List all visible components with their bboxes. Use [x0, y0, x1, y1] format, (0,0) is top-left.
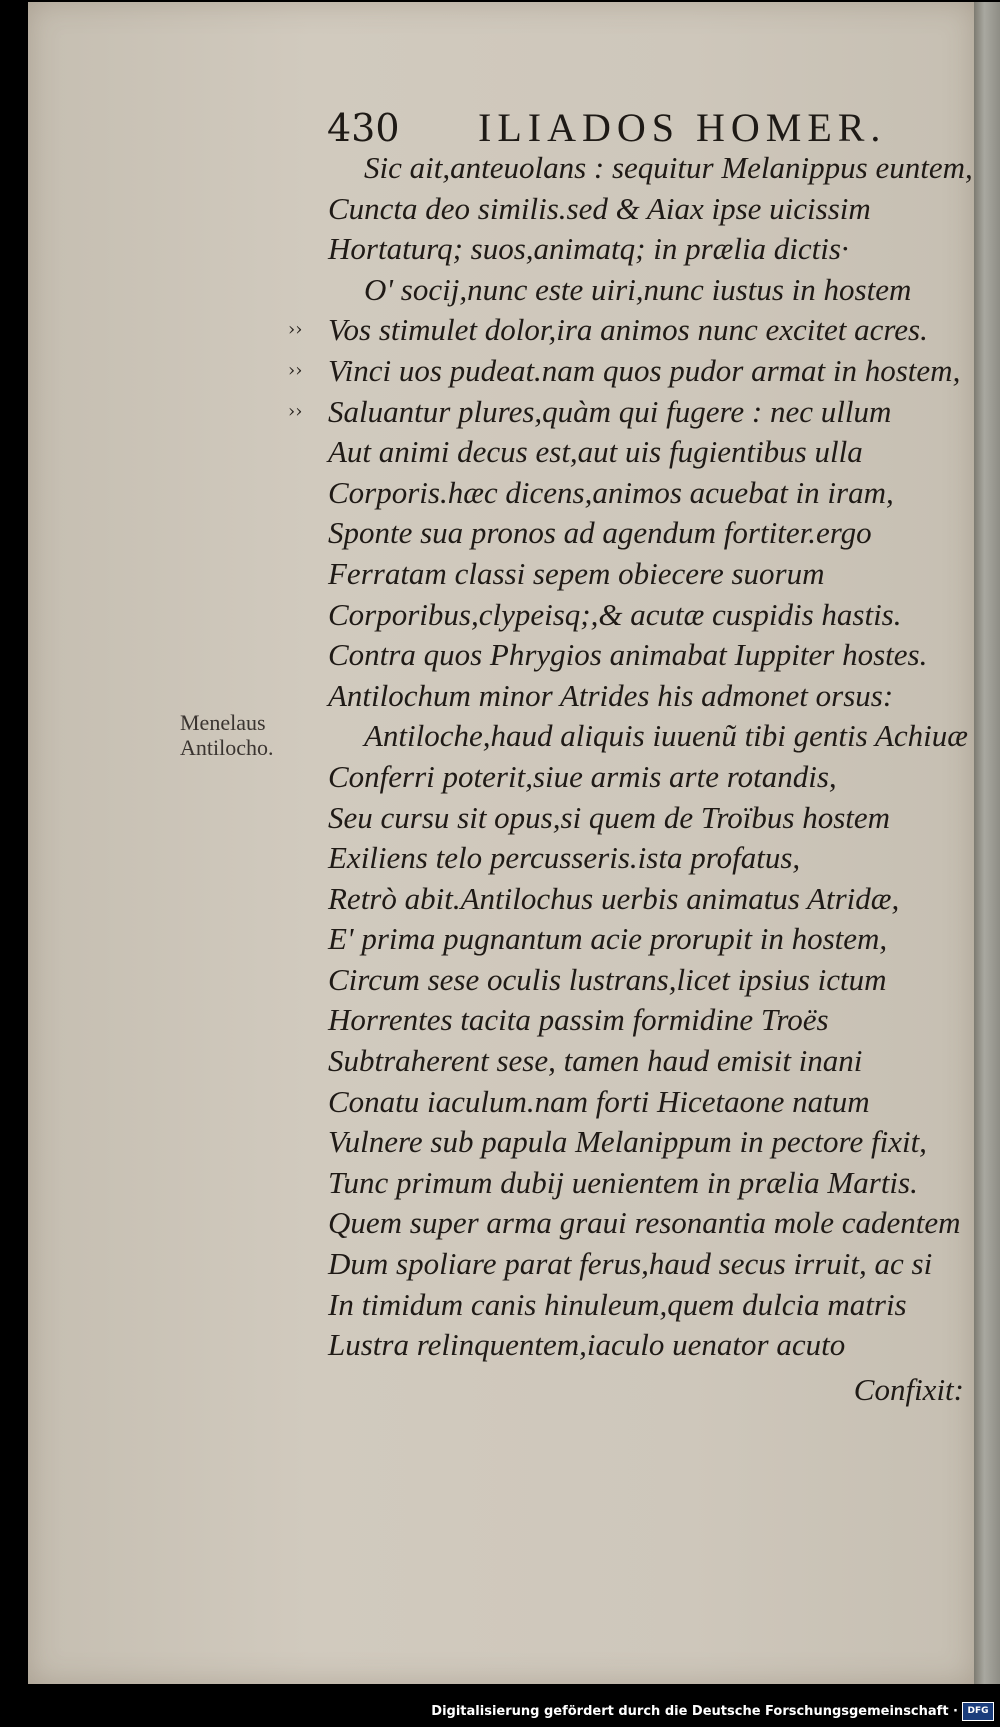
verse-line-text: Tunc primum dubij uenientem in prælia Martis.: [328, 1164, 918, 1200]
verse-line: [328, 1041, 988, 1082]
verse-line: [288, 351, 988, 392]
verse-line-text: Conatu iaculum.nam forti Hicetaone natum: [328, 1083, 870, 1119]
verse-line: [328, 1122, 988, 1163]
verse-line-text: Lustra relinquentem,iaculo uenator acuto: [328, 1327, 846, 1363]
verse-line: [328, 716, 988, 757]
margin-note: [180, 710, 274, 760]
verse-line-text: Circum sese oculis lustrans,licet ipsius ictum: [328, 961, 887, 997]
verse-text-block: [288, 148, 988, 1410]
verse-line-text: Corporis.hæc dicens,animos acuebat in iram,: [328, 474, 894, 510]
verse-line: [328, 473, 988, 514]
verse-line-text: Aut animi decus est,aut uis fugientibus ulla: [328, 434, 863, 470]
verse-line-text: Vos stimulet dolor,ira animos nunc excitet acres.: [328, 312, 928, 348]
verse-line: [328, 1285, 988, 1326]
verse-line: [328, 229, 988, 270]
footer-credit: Digitalisierung gefördert durch die Deutsche Forschungsgemeinschaft ·: [431, 1704, 958, 1719]
verse-line-text: Cuncta deo similis.sed & Aiax ipse uicissim: [328, 190, 871, 226]
verse-line-text: Dum spoliare parat ferus,haud secus irruit, ac si: [328, 1246, 933, 1282]
verse-line-text: Seu cursu sit opus,si quem de Troïbus hostem: [328, 799, 891, 835]
verse-line-text: Subtraherent sese, tamen haud emisit inani: [328, 1043, 863, 1079]
verse-line-text: Vulnere sub papula Melanippum in pectore fixit,: [328, 1124, 927, 1160]
quote-mark: ››: [288, 400, 303, 422]
verse-line: [328, 1163, 988, 1204]
verse-line: [328, 960, 988, 1001]
verse-line: [328, 919, 988, 960]
quote-mark: ››: [288, 319, 303, 341]
verse-line: [328, 270, 988, 311]
page-number: 430: [327, 106, 400, 150]
verse-line-text: Hortaturq; suos,animatq; in prælia dictis·: [328, 231, 849, 267]
verse-line: [328, 595, 988, 636]
running-head: ILIADOS HOMER.: [478, 105, 887, 150]
footer-bar: [0, 1684, 1000, 1727]
verse-line: [288, 310, 988, 351]
quote-mark: ››: [288, 359, 303, 381]
verse-line: [328, 189, 988, 230]
verse-line-text: Retrò abit.Antilochus uerbis animatus Atridæ,: [328, 880, 900, 916]
verse-line: [328, 635, 988, 676]
verse-line-text: Antilochum minor Atrides his admonet orsus:: [328, 677, 894, 713]
verse-line: [328, 1000, 988, 1041]
verse-line-text: O' socij,nunc este uiri,nunc iustus in hostem: [364, 271, 912, 307]
verse-line-text: E' prima pugnantum acie prorupit in hostem,: [328, 921, 888, 957]
verse-line: [328, 1082, 988, 1123]
verse-line-text: Exiliens telo percusseris.ista profatus,: [328, 840, 801, 876]
verse-line-text: Sic ait,anteuolans : sequitur Melanippus euntem,: [364, 150, 973, 185]
verse-line: [328, 838, 988, 879]
verse-line-text: Contra quos Phrygios animabat Iuppiter hostes.: [328, 637, 928, 673]
verse-line: [328, 757, 988, 798]
verse-line-text: Corporibus,clypeisq;,& acutæ cuspidis hastis.: [328, 596, 902, 632]
margin-note-line: Menelaus: [180, 710, 266, 735]
dfg-logo: DFG: [962, 1702, 994, 1721]
verse-line: [328, 676, 988, 717]
verse-line-text: Ferratam classi sepem obiecere suorum: [328, 555, 825, 591]
verse-line: [328, 432, 988, 473]
verse-line-text: Conferri poterit,siue armis arte rotandis,: [328, 758, 837, 794]
verse-line: [328, 798, 988, 839]
verse-line: [328, 554, 988, 595]
verse-line-text: In timidum canis hinuleum,quem dulcia matris: [328, 1286, 907, 1322]
verse-line: [288, 392, 988, 433]
verse-line: [328, 879, 988, 920]
verse-line-text: Vinci uos pudeat.nam quos pudor armat in hostem,: [328, 352, 961, 388]
verse-line-text: Saluantur plures,quàm qui fugere : nec ullum: [328, 393, 892, 429]
verse-line: [328, 1244, 988, 1285]
verse-line: [328, 148, 988, 189]
verse-line-text: Antiloche,haud aliquis iuuenũ tibi gentis Achiuæ: [364, 718, 968, 754]
book-page: [28, 2, 974, 1684]
verse-line-text: Horrentes tacita passim formidine Troës: [328, 1002, 829, 1038]
margin-note-line: Antilocho.: [180, 735, 274, 760]
verse-line: [328, 513, 988, 554]
catchword: Confixit:: [853, 1371, 964, 1407]
verse-line-text: Quem super arma graui resonantia mole cadentem: [328, 1205, 961, 1241]
book-edge: [974, 2, 1000, 1684]
verse-line: [328, 1203, 988, 1244]
verse-line: [328, 1325, 988, 1366]
verse-line-text: Sponte sua pronos ad agendum fortiter.ergo: [328, 515, 872, 551]
